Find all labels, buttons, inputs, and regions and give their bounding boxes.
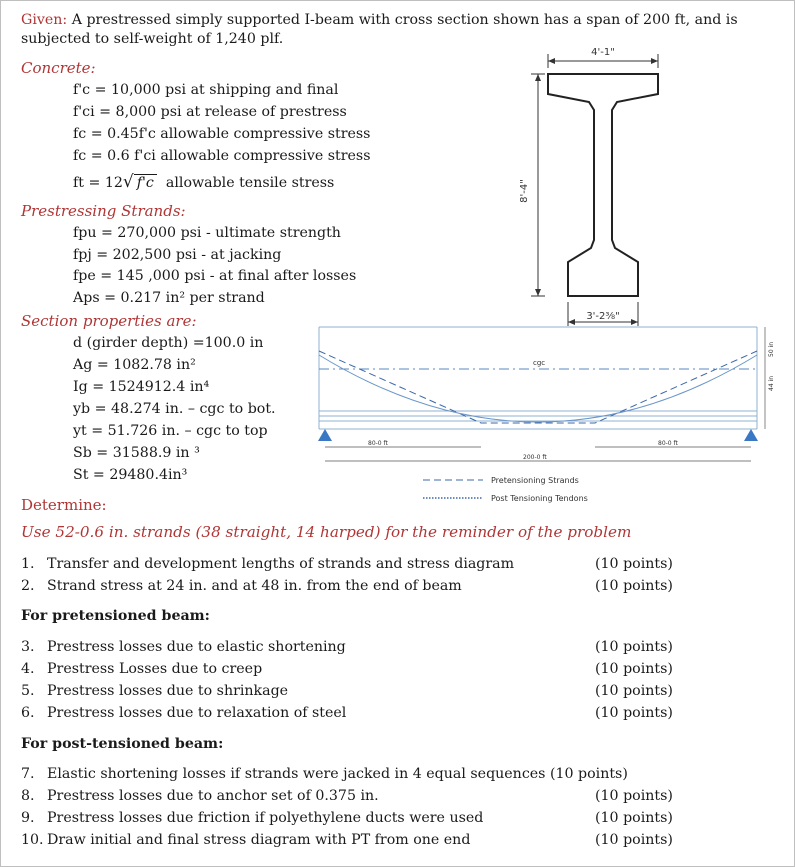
question-item-1: 1. Transfer and development lengths of strands and stress diagram (10 points): [21, 556, 673, 572]
question-item-3: 3. Prestress losses due to elastic shortening (10 points): [21, 639, 673, 655]
section-heading: Section properties are:: [21, 312, 197, 330]
dim-top-label: 50 in: [768, 341, 775, 357]
section-ig: Ig = 1524912.4 in⁴: [73, 379, 210, 395]
question-item-8: 8. Prestress losses due to anchor set of 0.375 in. (10 points): [21, 788, 673, 804]
legend-pre-label: Pretensioning Strands: [491, 476, 579, 485]
elevation-figure: [313, 321, 785, 509]
given-label: Given:: [21, 12, 68, 28]
dim-bottom-label: 44 in: [768, 375, 775, 391]
concrete-fc-compressive: fc = 0.45f'c allowable compressive stress: [73, 126, 371, 142]
cgc-label: cgc: [533, 359, 546, 367]
question-item-9: 9. Prestress losses due friction if polyethylene ducts were used (10 points): [21, 810, 673, 826]
question-item-6: 6. Prestress losses due to relaxation of steel (10 points): [21, 705, 673, 721]
question-item-7: 7. Elastic shortening losses if strands were jacked in 4 equal sequences (10 points): [21, 766, 628, 782]
left-support-icon: [318, 429, 332, 441]
concrete-fci: f'ci = 8,000 psi at release of prestress: [73, 104, 347, 120]
section-ag: Ag = 1082.78 in²: [73, 357, 196, 373]
right-support-icon: [744, 429, 758, 441]
pretensioned-heading: For pretensioned beam:: [21, 608, 210, 624]
concrete-ft: ft = 12√ f'c allowable tensile stress: [73, 172, 335, 192]
strands-aps: Aps = 0.217 in² per strand: [73, 290, 265, 306]
posttensioned-heading: For post-tensioned beam:: [21, 736, 224, 752]
concrete-fc-ci-compressive: fc = 0.6 f'ci allowable compressive stress: [73, 148, 371, 164]
strands-heading: Prestressing Strands:: [21, 202, 186, 220]
question-item-5: 5. Prestress losses due to shrinkage (10 points): [21, 683, 673, 699]
section-d: d (girder depth) =100.0 in: [73, 335, 264, 351]
question-item-2: 2. Strand stress at 24 in. and at 48 in. from the end of beam (10 points): [21, 578, 673, 594]
bottom-width-label: 3'-2⅜": [586, 311, 620, 322]
cross-section-figure: [511, 36, 671, 328]
concrete-fc: f'c = 10,000 psi at shipping and final: [73, 82, 339, 98]
strands-fpe: fpe = 145 ,000 psi - at final after losses: [73, 268, 357, 284]
question-item-10: 10. Draw initial and final stress diagram with PT from one end (10 points): [21, 832, 673, 848]
section-yt: yt = 51.726 in. – cgc to top: [73, 423, 268, 439]
top-width-label: 4'-1": [591, 47, 615, 58]
strands-fpj: fpj = 202,500 psi - at jacking: [73, 247, 282, 263]
given-text: A prestressed simply supported I-beam with cross section shown has a span of 200 ft, and is subjected to self-weight of 1,240 plf.: [21, 12, 738, 47]
section-yb: yb = 48.274 in. – cgc to bot.: [73, 401, 276, 417]
determine-label: Determine:: [21, 496, 107, 514]
section-sb: Sb = 31588.9 in ³: [73, 445, 200, 461]
legend-post-label: Post Tensioning Tendons: [491, 494, 588, 503]
strands-fpu: fpu = 270,000 psi - ultimate strength: [73, 225, 341, 241]
left-dist-label: 80-0 ft: [368, 440, 388, 447]
concrete-heading: Concrete:: [21, 59, 96, 77]
sqrt-symbol: √: [122, 172, 134, 192]
question-item-4: 4. Prestress Losses due to creep (10 points): [21, 661, 673, 677]
span-label: 200-0 ft: [523, 454, 547, 461]
right-dist-label: 80-0 ft: [658, 440, 678, 447]
use-strands-text: Use 52-0.6 in. strands (38 straight, 14 harped) for the reminder of the problem: [21, 523, 632, 541]
height-label: 8'-4": [519, 179, 530, 203]
section-st: St = 29480.4in³: [73, 467, 188, 483]
